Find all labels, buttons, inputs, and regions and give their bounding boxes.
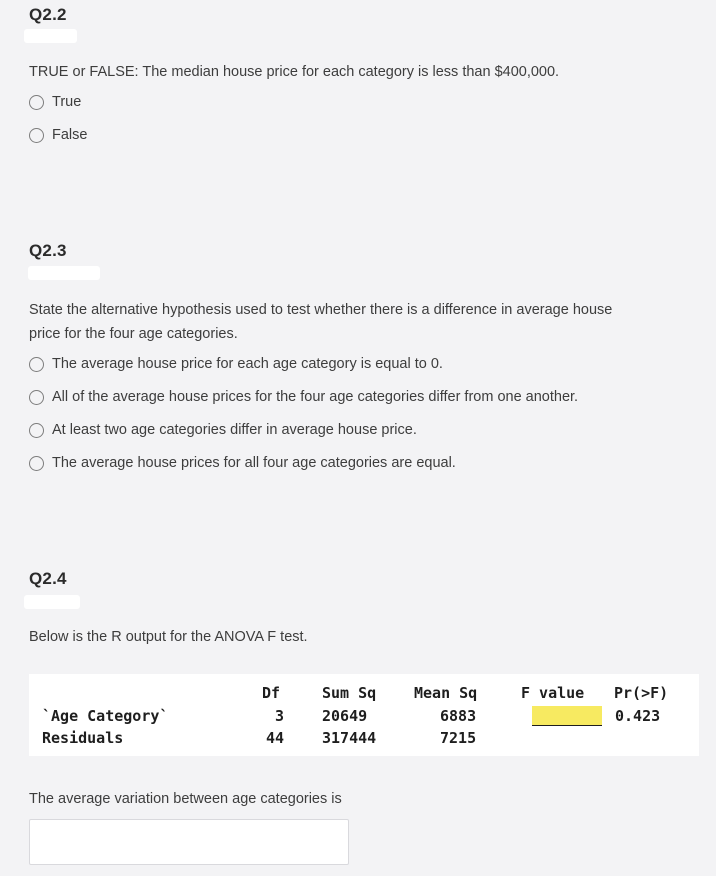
option-label: At least two age categories differ in average house price. bbox=[52, 422, 417, 438]
option-label: The average house prices for all four age categories are equal. bbox=[52, 455, 456, 471]
radio-button[interactable] bbox=[29, 423, 44, 438]
question-title-q2-2: Q2.2 bbox=[29, 5, 67, 24]
redacted-label bbox=[24, 595, 80, 609]
header-df: Df bbox=[262, 684, 281, 702]
cell-df: 3 bbox=[275, 707, 285, 725]
radio-option-true[interactable] bbox=[29, 94, 81, 110]
radio-option-all-differ[interactable] bbox=[29, 389, 578, 405]
question-prompt-q2-3 bbox=[29, 298, 612, 346]
radio-option-all-equal[interactable] bbox=[29, 455, 456, 471]
cell-sum-sq: 317444 bbox=[322, 729, 377, 747]
anova-output-table bbox=[29, 674, 699, 756]
prompt-line: State the alternative hypothesis used to test whether there is a difference in average house bbox=[29, 302, 613, 318]
highlighted-f-value-blank bbox=[532, 706, 602, 726]
option-label: The average house price for each age category is equal to 0. bbox=[52, 356, 443, 372]
question-title-q2-4: Q2.4 bbox=[29, 569, 67, 588]
radio-option-false[interactable] bbox=[29, 127, 87, 143]
radio-button[interactable] bbox=[29, 95, 44, 110]
radio-option-equal-zero[interactable] bbox=[29, 356, 443, 372]
option-label: True bbox=[52, 94, 82, 110]
header-sum-sq: Sum Sq bbox=[322, 684, 377, 702]
redacted-label bbox=[24, 29, 77, 43]
question-title-q2-3: Q2.3 bbox=[29, 241, 67, 260]
header-mean-sq: Mean Sq bbox=[414, 684, 478, 702]
radio-button[interactable] bbox=[29, 390, 44, 405]
header-f-value: F value bbox=[521, 684, 585, 702]
prompt-line: price for the four age categories. bbox=[29, 326, 238, 342]
header-pr-f: Pr(>F) bbox=[614, 684, 669, 702]
row-label-age-category: `Age Category` bbox=[42, 707, 169, 725]
answer-input[interactable] bbox=[29, 819, 349, 865]
cell-mean-sq: 7215 bbox=[440, 729, 477, 747]
question-prompt-q2-4: Below is the R output for the ANOVA F test. bbox=[29, 629, 308, 645]
cell-pr-f: 0.423 bbox=[615, 707, 661, 725]
followup-prompt: The average variation between age categories is bbox=[29, 791, 342, 807]
radio-button[interactable] bbox=[29, 456, 44, 471]
cell-mean-sq: 6883 bbox=[440, 707, 477, 725]
row-label-residuals: Residuals bbox=[42, 729, 124, 747]
radio-button[interactable] bbox=[29, 128, 44, 143]
radio-option-at-least-two-differ[interactable] bbox=[29, 422, 417, 438]
cell-sum-sq: 20649 bbox=[322, 707, 368, 725]
redacted-label bbox=[28, 266, 100, 280]
question-prompt-q2-2: TRUE or FALSE: The median house price for each category is less than $400,000. bbox=[29, 64, 560, 80]
radio-button[interactable] bbox=[29, 357, 44, 372]
option-label: False bbox=[52, 127, 88, 143]
cell-df: 44 bbox=[266, 729, 285, 747]
option-label: All of the average house prices for the four age categories differ from one another. bbox=[52, 389, 579, 405]
